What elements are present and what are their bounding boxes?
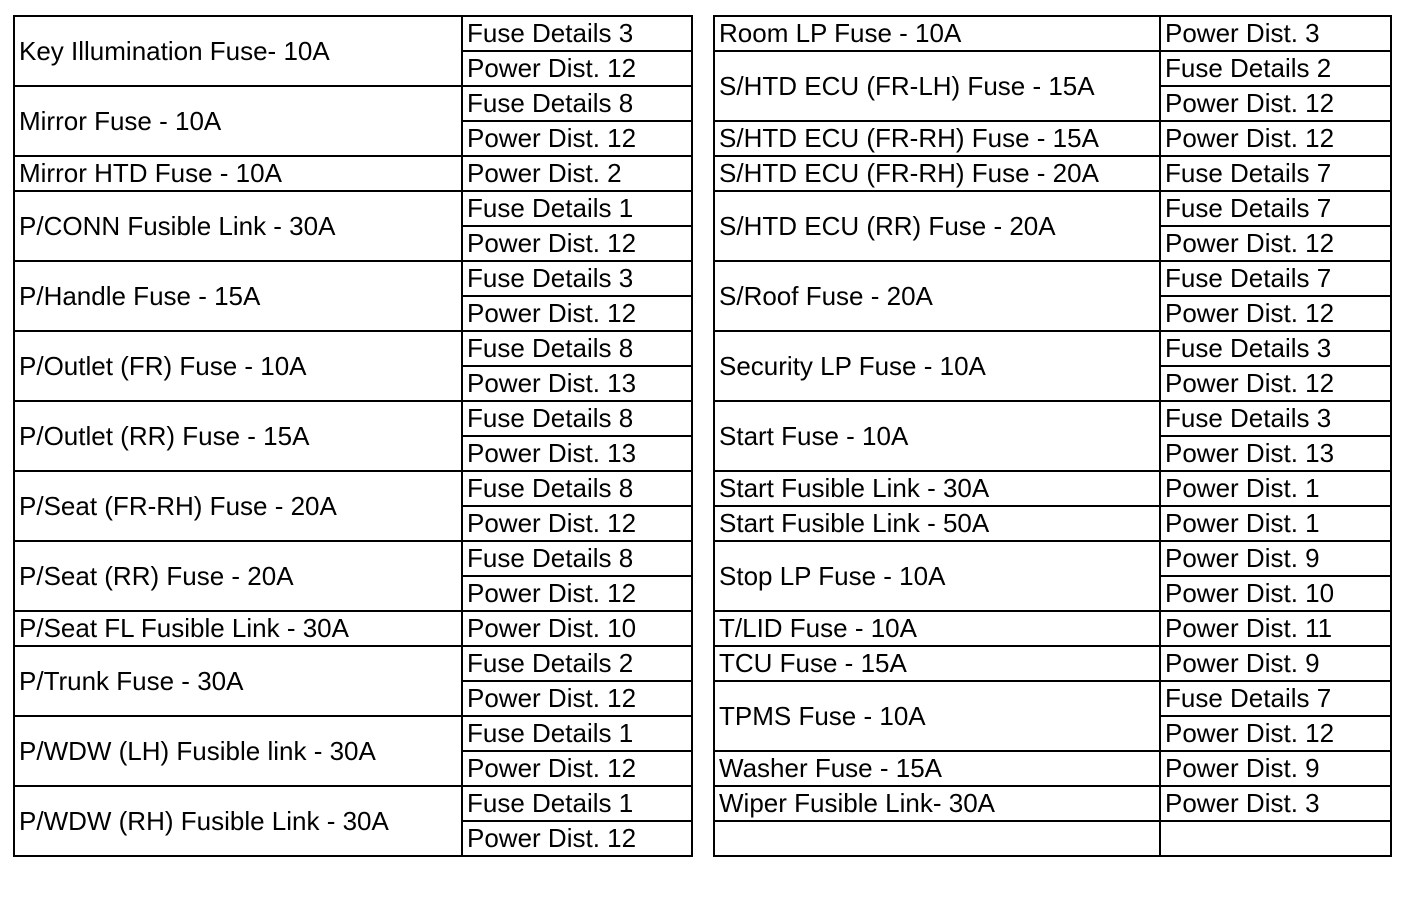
reference-cell: Fuse Details 2 [1160, 51, 1391, 86]
fuse-name-cell: P/WDW (LH) Fusible link - 30A [14, 716, 462, 786]
fuse-name-cell: T/LID Fuse - 10A [714, 611, 1160, 646]
table-row [714, 646, 1391, 681]
reference-cell: Power Dist. 12 [1160, 296, 1391, 331]
reference-cell: Power Dist. 9 [1160, 646, 1391, 681]
reference-cell: Power Dist. 12 [462, 821, 692, 856]
reference-cell: Power Dist. 12 [462, 51, 692, 86]
reference-cell: Power Dist. 9 [1160, 751, 1391, 786]
fuse-name-cell: P/WDW (RH) Fusible Link - 30A [14, 786, 462, 856]
reference-cell: Fuse Details 3 [1160, 401, 1391, 436]
table-row [714, 681, 1391, 716]
reference-cell: Fuse Details 1 [462, 786, 692, 821]
reference-cell: Power Dist. 12 [462, 751, 692, 786]
reference-cell: Power Dist. 3 [1160, 16, 1391, 51]
reference-cell: Fuse Details 2 [462, 646, 692, 681]
reference-cell: Fuse Details 7 [1160, 156, 1391, 191]
fuse-name-cell: Stop LP Fuse - 10A [714, 541, 1160, 611]
reference-cell: Power Dist. 12 [462, 296, 692, 331]
fuse-name-cell [714, 821, 1160, 856]
fuse-name-cell: P/Trunk Fuse - 30A [14, 646, 462, 716]
reference-cell: Power Dist. 3 [1160, 786, 1391, 821]
table-row [714, 786, 1391, 821]
fuse-name-cell: Key Illumination Fuse- 10A [14, 16, 462, 86]
reference-cell: Power Dist. 11 [1160, 611, 1391, 646]
reference-cell: Fuse Details 3 [1160, 331, 1391, 366]
fuse-name-cell: Start Fusible Link - 30A [714, 471, 1160, 506]
reference-cell: Fuse Details 3 [462, 261, 692, 296]
reference-cell: Power Dist. 10 [462, 611, 692, 646]
fuse-name-cell: Start Fusible Link - 50A [714, 506, 1160, 541]
table-row [14, 401, 692, 436]
table-row [14, 786, 692, 821]
reference-cell: Power Dist. 13 [462, 436, 692, 471]
reference-cell: Power Dist. 9 [1160, 541, 1391, 576]
reference-cell: Fuse Details 3 [462, 16, 692, 51]
fuse-table-right [713, 15, 1392, 857]
reference-cell: Power Dist. 12 [462, 121, 692, 156]
reference-cell [1160, 821, 1391, 856]
reference-cell: Power Dist. 12 [1160, 121, 1391, 156]
table-row [714, 121, 1391, 156]
fuse-table-left [13, 15, 693, 857]
fuse-table-left-body [14, 16, 692, 856]
fuse-name-cell: P/CONN Fusible Link - 30A [14, 191, 462, 261]
fuse-table-right-body [714, 16, 1391, 856]
reference-cell: Power Dist. 12 [1160, 86, 1391, 121]
table-row [714, 541, 1391, 576]
table-row [714, 51, 1391, 86]
table-row [714, 821, 1391, 856]
fuse-name-cell: P/Seat (RR) Fuse - 20A [14, 541, 462, 611]
fuse-name-cell: S/HTD ECU (FR-LH) Fuse - 15A [714, 51, 1160, 121]
table-row [714, 751, 1391, 786]
fuse-name-cell: Wiper Fusible Link- 30A [714, 786, 1160, 821]
reference-cell: Fuse Details 8 [462, 331, 692, 366]
reference-cell: Fuse Details 8 [462, 86, 692, 121]
reference-cell: Fuse Details 7 [1160, 681, 1391, 716]
fuse-name-cell: P/Seat FL Fusible Link - 30A [14, 611, 462, 646]
fuse-name-cell: Mirror Fuse - 10A [14, 86, 462, 156]
reference-cell: Power Dist. 10 [1160, 576, 1391, 611]
reference-cell: Power Dist. 12 [462, 576, 692, 611]
reference-cell: Power Dist. 1 [1160, 506, 1391, 541]
fuse-name-cell: Room LP Fuse - 10A [714, 16, 1160, 51]
fuse-name-cell: Mirror HTD Fuse - 10A [14, 156, 462, 191]
table-row [714, 191, 1391, 226]
reference-cell: Fuse Details 8 [462, 471, 692, 506]
table-row [14, 611, 692, 646]
table-row [14, 86, 692, 121]
reference-cell: Power Dist. 12 [462, 506, 692, 541]
fuse-name-cell: P/Handle Fuse - 15A [14, 261, 462, 331]
table-row [714, 611, 1391, 646]
reference-cell: Power Dist. 2 [462, 156, 692, 191]
fuse-name-cell: TCU Fuse - 15A [714, 646, 1160, 681]
table-row [714, 401, 1391, 436]
fuse-name-cell: P/Outlet (FR) Fuse - 10A [14, 331, 462, 401]
reference-cell: Power Dist. 12 [1160, 226, 1391, 261]
fuse-name-cell: S/HTD ECU (RR) Fuse - 20A [714, 191, 1160, 261]
table-row [14, 16, 692, 51]
fuse-name-cell: S/HTD ECU (FR-RH) Fuse - 20A [714, 156, 1160, 191]
reference-cell: Power Dist. 12 [462, 681, 692, 716]
fuse-name-cell: S/Roof Fuse - 20A [714, 261, 1160, 331]
table-row [714, 16, 1391, 51]
fuse-name-cell: Security LP Fuse - 10A [714, 331, 1160, 401]
reference-cell: Power Dist. 12 [1160, 716, 1391, 751]
table-row [14, 191, 692, 226]
fuse-name-cell: P/Outlet (RR) Fuse - 15A [14, 401, 462, 471]
reference-cell: Fuse Details 7 [1160, 261, 1391, 296]
fuse-name-cell: Washer Fuse - 15A [714, 751, 1160, 786]
reference-cell: Fuse Details 8 [462, 541, 692, 576]
table-row [14, 261, 692, 296]
reference-cell: Fuse Details 7 [1160, 191, 1391, 226]
reference-cell: Fuse Details 1 [462, 191, 692, 226]
reference-cell: Power Dist. 12 [1160, 366, 1391, 401]
reference-cell: Power Dist. 12 [462, 226, 692, 261]
table-row [14, 156, 692, 191]
table-row [14, 716, 692, 751]
table-row [14, 541, 692, 576]
table-row [714, 261, 1391, 296]
table-row [14, 331, 692, 366]
fuse-name-cell: P/Seat (FR-RH) Fuse - 20A [14, 471, 462, 541]
table-row [714, 156, 1391, 191]
reference-cell: Fuse Details 1 [462, 716, 692, 751]
table-row [14, 646, 692, 681]
table-row [714, 471, 1391, 506]
table-row [14, 471, 692, 506]
fuse-name-cell: TPMS Fuse - 10A [714, 681, 1160, 751]
reference-cell: Power Dist. 13 [462, 366, 692, 401]
table-row [714, 506, 1391, 541]
reference-cell: Power Dist. 13 [1160, 436, 1391, 471]
reference-cell: Fuse Details 8 [462, 401, 692, 436]
fuse-name-cell: Start Fuse - 10A [714, 401, 1160, 471]
fuse-name-cell: S/HTD ECU (FR-RH) Fuse - 15A [714, 121, 1160, 156]
table-row [714, 331, 1391, 366]
reference-cell: Power Dist. 1 [1160, 471, 1391, 506]
